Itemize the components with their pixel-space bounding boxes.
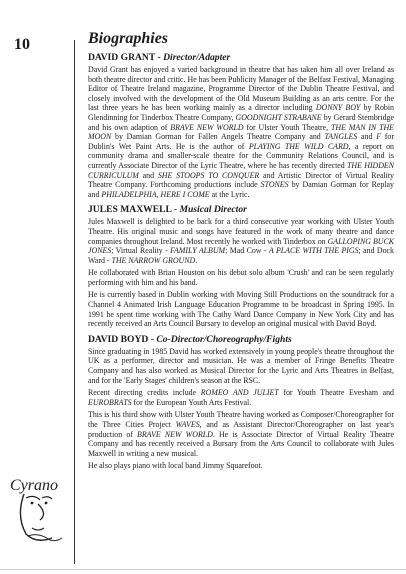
italic-title-text: THE NARROW GROUND	[111, 255, 196, 265]
name-role-separator: -	[148, 333, 157, 345]
biography-paragraph	[88, 347, 394, 385]
body-text: for the European Youth Arts Festival.	[131, 397, 252, 407]
name-role-separator: -	[155, 52, 164, 63]
biographies-content	[88, 30, 394, 476]
page-number: 10	[14, 36, 30, 53]
body-text: for Dublin's Wet Paint Arts. He is the author of	[88, 132, 394, 151]
biography-paragraph	[88, 388, 394, 407]
body-text: Jules Maxwell is delighted to be back for a third consecutive year working with Ulster Youth Theatre. His original music and songs have featured in the work of many theatre and dance companies throughout Ireland. Most recently he worked with Tinderbox on	[88, 217, 394, 246]
biography-paragraph	[88, 410, 394, 458]
body-text: ; Virtual Reality -	[111, 246, 171, 256]
italic-title-text: THE HIDDEN CURRICULUM	[88, 160, 395, 180]
svg-text:Cyrano: Cyrano	[10, 477, 58, 494]
biography-paragraph	[88, 461, 394, 471]
body-text: for Ulster Youth Theatre,	[243, 122, 332, 132]
person-name: DAVID BOYD	[88, 333, 149, 345]
person-name: DAVID GRANT	[88, 52, 156, 63]
italic-title-text: PLAYING THE WILD CARD	[248, 141, 349, 151]
body-text: for Youth Theatre Evesham and	[278, 388, 394, 398]
italic-title-text: SHE STOOPS TO CONQUER	[157, 170, 260, 180]
italic-title-text: F	[376, 132, 382, 142]
body-text: and	[138, 170, 158, 180]
italic-title-text: DONNY BOY	[315, 103, 361, 113]
body-text: , and as Assistant Director/Choreographer on last year's production of	[88, 420, 394, 439]
biography-heading	[88, 52, 394, 63]
vertical-rule	[74, 40, 75, 564]
body-text: and	[357, 132, 377, 142]
cyrano-logo-icon	[8, 470, 70, 548]
biography-section	[88, 204, 394, 329]
body-text: by Gerard Stembridge and his own adaption of	[88, 112, 394, 132]
body-text: by Damian Gorman for Replay and	[88, 180, 394, 199]
italic-title-text: TANGLES	[324, 132, 358, 142]
body-text: at the Lyric.	[209, 189, 250, 199]
biography-heading	[88, 204, 394, 215]
name-role-separator: -	[171, 204, 180, 216]
body-text: He also plays piano with local band Jimmy Squarefoot.	[88, 461, 263, 471]
italic-title-text: BRAVE NEW WORLD	[170, 122, 244, 132]
body-text: He collaborated with Brian Houston on his debut solo album 'Crush' and can be seen regularly performing with him and his band.	[88, 268, 394, 287]
body-text: Since graduating in 1985 David has worked extensively in young people's theatre throughout the UK as a performer, director and musician. He was a member of Fringe Benefits Theatre Company and has also worked as Musical Director for the Lyric and Arts Theatres in Belfast, and for the 'Early Stages' children's season at the RSC.	[88, 346, 394, 385]
body-text: . He is Associate Director of Virtual Reality Theatre Company and has recently received a Bursary from the Arts Council to collaborate with Jules Maxwell in writing a new musical.	[88, 429, 394, 458]
body-text: by Damian Gorman for Fallen Angels Theatre Company and	[111, 132, 325, 142]
person-role: Musical Director	[179, 204, 247, 216]
body-text: and Artistic Director of Virtual Reality Theatre Company. Forthcoming productions include	[88, 170, 394, 190]
body-text: , a report on community drama and smaller-scale theatre for the Community Relations Council, and is currently Associate Director of the Lyric Theatre, where he has recently directed	[88, 141, 394, 170]
italic-title-text: PHILADELPHIA, HERE I COME	[101, 189, 210, 199]
italic-title-text: FAMILY ALBUM	[170, 246, 226, 256]
body-text: ; and Dock Ward -	[88, 246, 395, 265]
person-name: JULES MAXWELL	[88, 204, 172, 216]
body-text: .	[195, 255, 198, 265]
italic-title-text: STONES	[260, 180, 289, 190]
body-text: He is currently based in Dublin working with Moving Still Productions on the soundtrack for a Channel 4 Animated Irish Language Education Programme to be broadcast in Spring 1995. In 1991 he spent time working with The Cathy Ward Dance Company in New York City and has recently received an Arts Council Bursary to develop an original musical with David Boyd.	[88, 290, 394, 329]
body-text: This is his third show with Ulster Youth Theatre having worked as Composer/Choreographer for the Three Cities Project	[88, 410, 394, 429]
italic-title-text: EUROBRATS	[88, 397, 132, 407]
body-text: ; Mad Cow -	[225, 246, 269, 256]
italic-title-text: GALLOPING BUCK JONES	[88, 236, 395, 256]
biography-paragraph	[88, 290, 394, 328]
biography-paragraph	[88, 65, 394, 199]
page-title: Biographies	[88, 30, 169, 47]
italic-title-text: THE MAN IN THE MOON	[88, 122, 394, 142]
biography-paragraph	[88, 268, 394, 287]
italic-title-text: A PLACE WITH THE PIGS	[268, 246, 359, 256]
italic-title-text: GOODNIGHT STRABANE	[235, 112, 322, 122]
body-text: David Grant has enjoyed a varied background in theatre that has taken him all over Ireland as both theatre director and critic. He has been Publicity Manager of the Belfast Festival, Managing Editor of Theatre Ireland magazine, Programme Director of the Dublin Theatre Festival, and closely involved with the development of the Old Museum Building as an arts centre. For the last three years he has been working mainly as a director including	[88, 65, 394, 113]
person-role: Director/Adapter	[163, 52, 231, 63]
person-role: Co-Director/Choreography/Fights	[156, 333, 292, 345]
body-text: Recent directing credits include	[88, 388, 201, 398]
page-bottom-edge	[0, 569, 406, 570]
biography-heading	[88, 334, 394, 345]
biography-section	[88, 334, 394, 471]
biography-paragraph	[88, 217, 394, 265]
italic-title-text: WAVES	[175, 420, 200, 429]
biography-sections	[88, 52, 394, 471]
italic-title-text: BRAVE NEW WORLD	[137, 429, 213, 439]
italic-title-text: ROMEO AND JULIET	[200, 388, 279, 398]
body-text: by Robin Glendinning for Tinderbox Theatre Company,	[88, 103, 394, 122]
biography-section	[88, 52, 394, 199]
